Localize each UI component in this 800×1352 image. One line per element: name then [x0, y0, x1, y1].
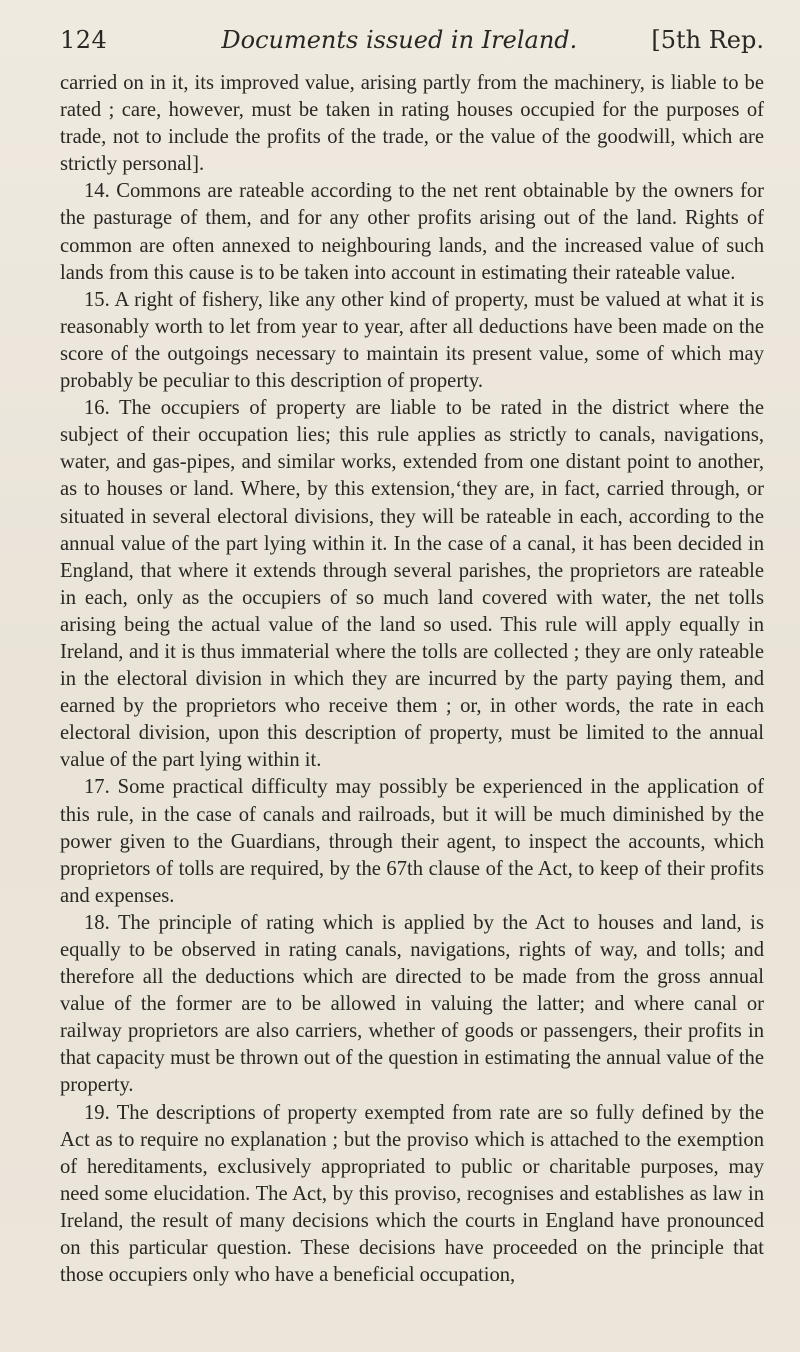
body-text	[60, 70, 764, 1289]
paragraph-17: 17. Some practical difficulty may possibly be experienced in the application of this rule, in the case of canals and railroads, but it will be much diminished by the power given to the Guardians, through their agent, to inspect the accounts, which proprietors of tolls are required, by the 67th clause of the Act, to keep of their profits and expenses.	[60, 776, 764, 907]
paragraph-15: 15. A right of fishery, like any other kind of property, must be valued at what it is reasonably worth to let from year to year, after all deductions have been made on the score of the outgoings necessary to maintain its present value, some of which may probably be peculiar to this description of property.	[60, 288, 764, 393]
paragraph-16: 16. The occupiers of property are liable to be rated in the district where the subject of their occupation lies; this rule applies as strictly to canals, navigations, water, and gas-pipes, and similar works, extended from one distant point to another, as to houses or land. Where, by this extension,‘they are, in fact, carried through, or situated in several electoral divisions, they will be rateable in each, according to the annual value of the part lying within it. In the case of a canal, it has been decided in England, that where it extends through several parishes, the proprietors are rateable in each, only as the occupiers of so much land covered with water, the net tolls arising being the actual value of the land so used. This rule will apply equally in Ireland, and it is thus immaterial where the tolls are collected ; they are only rateable in the electoral division in which they are incurred by the party paying them, and earned by the proprietors who receive them ; or, in other words, the rate in each electoral division, upon this description of property, must be limited to the annual value of the part lying within it.	[60, 397, 764, 772]
running-title: Documents issued in Ireland.	[221, 26, 578, 54]
page-number: 124	[60, 26, 108, 54]
running-head	[60, 26, 764, 70]
paragraph-18: 18. The principle of rating which is applied by the Act to houses and land, is equally to be observed in rating canals, navigations, rights of way, and tolls; and therefore all the deductions which are directed to be made from the gross annual value of the former are to be allowed in valuing the latter; and where canal or railway proprietors are also carriers, whether of goods or passengers, their profits in that capacity must be thrown out of the question in estimating the annual value of the property.	[60, 911, 764, 1097]
paragraph-19: 19. The descriptions of property exempted from rate are so fully defined by the Act as to require no explanation ; but the proviso which is attached to the exemption of hereditaments, exclusively appropriated to public or charitable purposes, may need some elucidation. The Act, by this proviso, recognises and establishes as law in Ireland, the result of many decisions which the courts in England have pronounced on this particular question. These decisions have proceeded on the principle that those occupiers only who have a beneficial occupation,	[60, 1101, 764, 1287]
paragraph-continued: carried on in it, its improved value, arising partly from the machinery, is liable to be rated ; care, however, must be taken in rating houses occupied for the purposes of trade, not to include the profits of the trade, or the value of the goodwill, which are strictly personal].	[60, 72, 764, 176]
report-label: [5th Rep.	[651, 26, 764, 54]
paragraph-14: 14. Commons are rateable according to the net rent obtainable by the owners for the pasturage of them, and for any other profits arising out of the land. Rights of common are often annexed to neighbouring lands, and the increased value of such lands from this cause is to be taken into account in estimating their rateable value.	[60, 180, 764, 284]
